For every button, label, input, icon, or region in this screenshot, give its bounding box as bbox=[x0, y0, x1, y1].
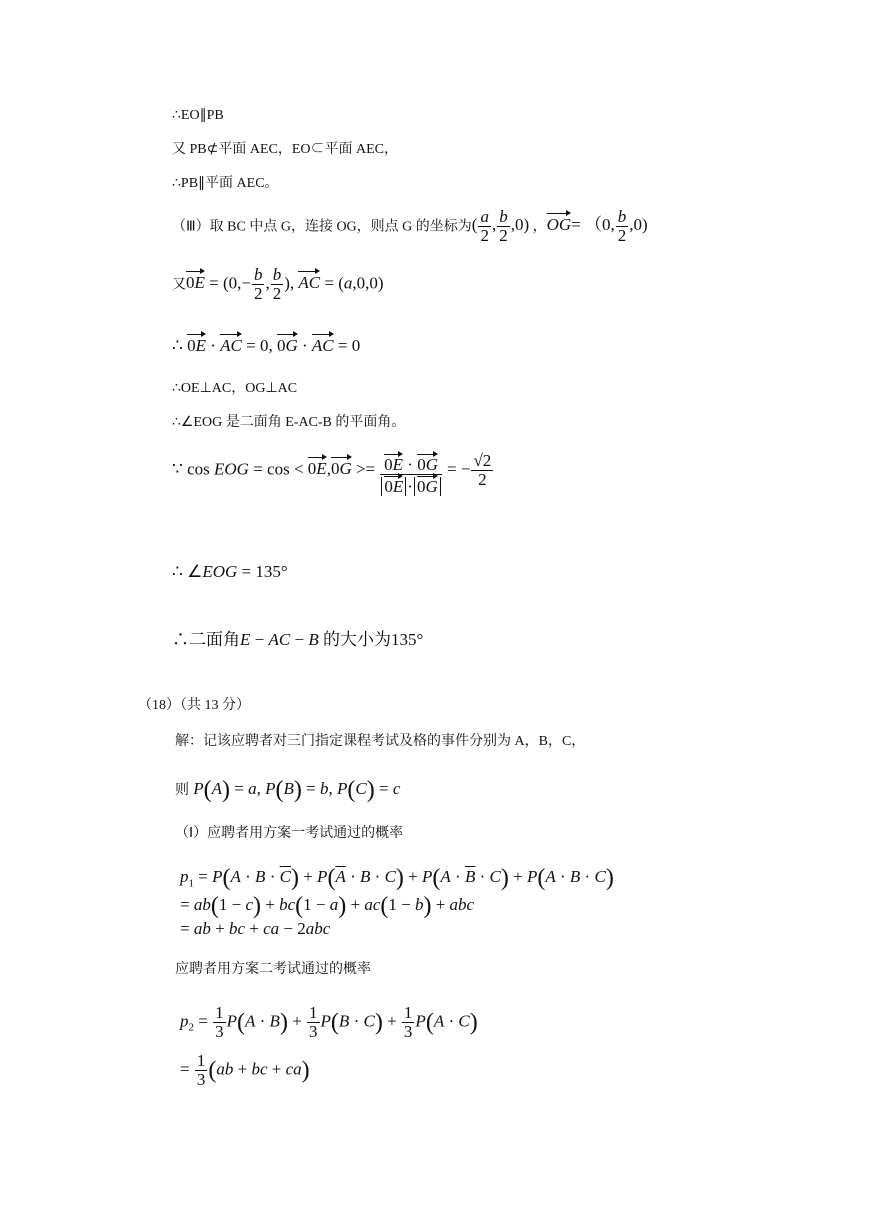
line-dot-products: ∴ 0E · AC = 0, 0G · AC = 0 bbox=[172, 336, 361, 355]
line-cosine-eog: ∵ cos EOG = cos < 0E,0G >= $\frac{0E \cdot 0G}{0E \cdot 0G}$ = − $\frac{√2}{2}$ bbox=[172, 451, 492, 497]
again-label: 又 bbox=[172, 277, 186, 293]
line-eo-parallel-pb: ∴EO∥PB bbox=[172, 108, 224, 123]
line-p1-result: = ab + bc + ca − 2abc bbox=[180, 919, 331, 938]
line-plan-two: 应聘者用方案二考试通过的概率 bbox=[175, 962, 371, 977]
line-p1-step2: = ab(1 − c) + bc(1 − a) + ac(1 − b) + abc bbox=[180, 893, 475, 919]
line-angle-135: ∴ ∠EOG = 135° bbox=[172, 562, 288, 581]
line-plane-angle: ∴∠EOG 是二面角 E-AC-B 的平面角。 bbox=[172, 415, 406, 430]
line-p1-expansion: $p_1 = P(A \cdot B \cdot \overline{C}) + P(\overline{A} \cdot B \cdot C) + P(A \cdot \overline{B} \cdot C) + P(A \cdot B \cdot C)$ bbox=[180, 865, 614, 891]
problem-18-title: （18）（共 13 分） bbox=[138, 698, 250, 713]
line-vector-oe-ac: 又0E = (0,− $\frac{b}{2}$ , $\frac{b}{2}$ ), AC = (a,0,0) bbox=[172, 265, 384, 303]
therefore-symbol-2: ∴ bbox=[172, 562, 183, 581]
dihedral-suffix: 的大小为135° bbox=[322, 630, 424, 649]
line-pb-not-in-plane: 又 PB⊄平面 AEC，EO⊂平面 AEC， bbox=[172, 142, 399, 157]
line-pb-parallel-plane: ∴PB∥平面 AEC。 bbox=[172, 176, 279, 191]
line-midpoint-g: （Ⅲ）取 BC 中点 G，连接 OG，则点 G 的坐标为( $\frac{a}{2}$ , $\frac{b}{2}$ ,0) ，OG= （0, $\frac{b}{2}$ ,0) bbox=[172, 207, 648, 245]
line-plan-one: （Ⅰ）应聘者用方案一考试通过的概率 bbox=[175, 826, 404, 841]
therefore-symbol: ∴ bbox=[172, 336, 183, 355]
line-dihedral-size: ∴二面角E − AC − B 的大小为135° bbox=[172, 630, 424, 649]
line-events-abc: 解：记该应聘者对三门指定课程考试及格的事件分别为 A，B，C， bbox=[175, 734, 586, 749]
line-p2-expansion: $p_2$ = $\frac{1}{3}$ P(A · B) + $\frac{1}{3}$ P(B · C) + $\frac{1}{3}$ P(A · C) bbox=[180, 1003, 478, 1041]
line-p2-result: = $\frac{1}{3}$ (ab + bc + ca) bbox=[180, 1051, 310, 1089]
because-symbol: ∵ bbox=[172, 459, 183, 479]
line-probabilities: 则 P(A) = a, P(B) = b, P(C) = c bbox=[175, 777, 401, 803]
dihedral-prefix: ∴二面角 bbox=[172, 630, 240, 649]
line-perpendicular: ∴OE⊥AC，OG⊥AC bbox=[172, 381, 298, 396]
then-label: 则 bbox=[175, 783, 189, 798]
midpoint-g-text: （Ⅲ）取 BC 中点 G，连接 OG，则点 G 的坐标为 bbox=[172, 219, 472, 235]
